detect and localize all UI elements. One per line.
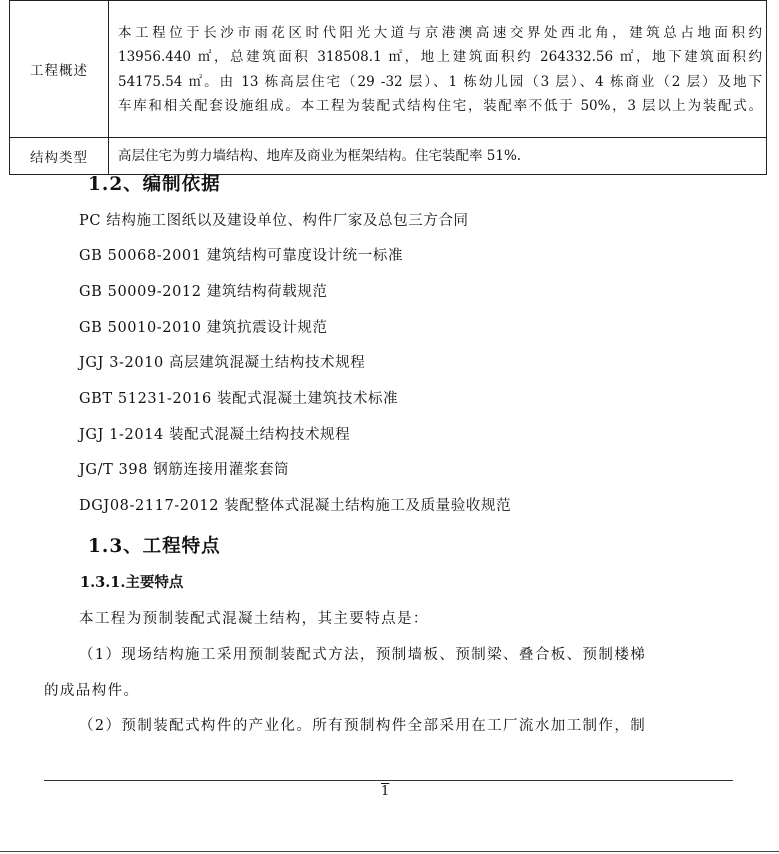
features-intro: 本工程为预制装配式混凝土结构，其主要特点是： xyxy=(79,611,429,627)
overview-line: 本工程位于长沙市雨花区时代阳光大道与京港澳高速交界处西北角，建筑总占地面积约 xyxy=(118,24,762,41)
page-bottom-edge xyxy=(0,851,779,852)
feature-point-2: （2）预制装配式构件的产业化。所有预制构件全部采用在工厂流水加工制作，制 xyxy=(79,718,647,734)
table-row-overview xyxy=(10,1,767,138)
overview-line: 车库和相关配套设施组成。本工程为装配式结构住宅，装配率不低于 50%，3 层以上为装配式。 xyxy=(118,97,762,114)
footer-rule xyxy=(44,780,733,781)
feature-point-1: （1）现场结构施工采用预制装配式方法，预制墙板、预制梁、叠合板、预制楼梯 xyxy=(79,647,647,663)
basis-list-item: JGJ 1-2014 装配式混凝土结构技术规程 xyxy=(79,427,351,443)
overview-line: 13956.440 ㎡，总建筑面积 318508.1 ㎡，地上建筑面积约 264332.56 ㎡，地下建筑面积约 xyxy=(118,49,762,66)
overview-text xyxy=(109,1,767,138)
basis-list-item: GB 50068-2001 建筑结构可靠度设计统一标准 xyxy=(79,248,404,264)
section-heading-features: 1.3、工程特点 xyxy=(88,536,221,557)
basis-list-item: JG/T 398 钢筋连接用灌浆套筒 xyxy=(79,462,290,478)
basis-list-item: GBT 51231-2016 装配式混凝土建筑技术标准 xyxy=(79,391,399,407)
basis-list-item: GB 50010-2010 建筑抗震设计规范 xyxy=(79,320,328,336)
basis-list-item: PC 结构施工图纸以及建设单位、构件厂家及总包三方合同 xyxy=(79,213,469,229)
project-info-table xyxy=(9,0,767,175)
basis-list-item: GB 50009-2012 建筑结构荷载规范 xyxy=(79,284,328,300)
overview-label: 工程概述 xyxy=(10,1,109,138)
basis-list-item: JGJ 3-2010 高层建筑混凝土结构技术规程 xyxy=(79,355,366,371)
subsection-heading-main-features: 1.3.1.主要特点 xyxy=(80,574,184,591)
feature-point-1-continued: 的成品构件。 xyxy=(44,683,140,699)
table-row-structure xyxy=(10,138,767,175)
overview-line: 54175.54 ㎡。由 13 栋高层住宅（29 -32 层）、1 栋幼儿园（3 层）、4 栋商业（2 层）及地下 xyxy=(118,73,762,90)
structure-text: 高层住宅为剪力墙结构、地库及商业为框架结构。住宅装配率 51%. xyxy=(109,138,767,175)
basis-list-item: DGJ08-2117-2012 装配整体式混凝土结构施工及质量验收规范 xyxy=(79,498,512,514)
page-number: 1 xyxy=(381,784,390,799)
structure-label: 结构类型 xyxy=(10,138,109,175)
section-heading-basis: 1.2、编制依据 xyxy=(88,174,221,195)
